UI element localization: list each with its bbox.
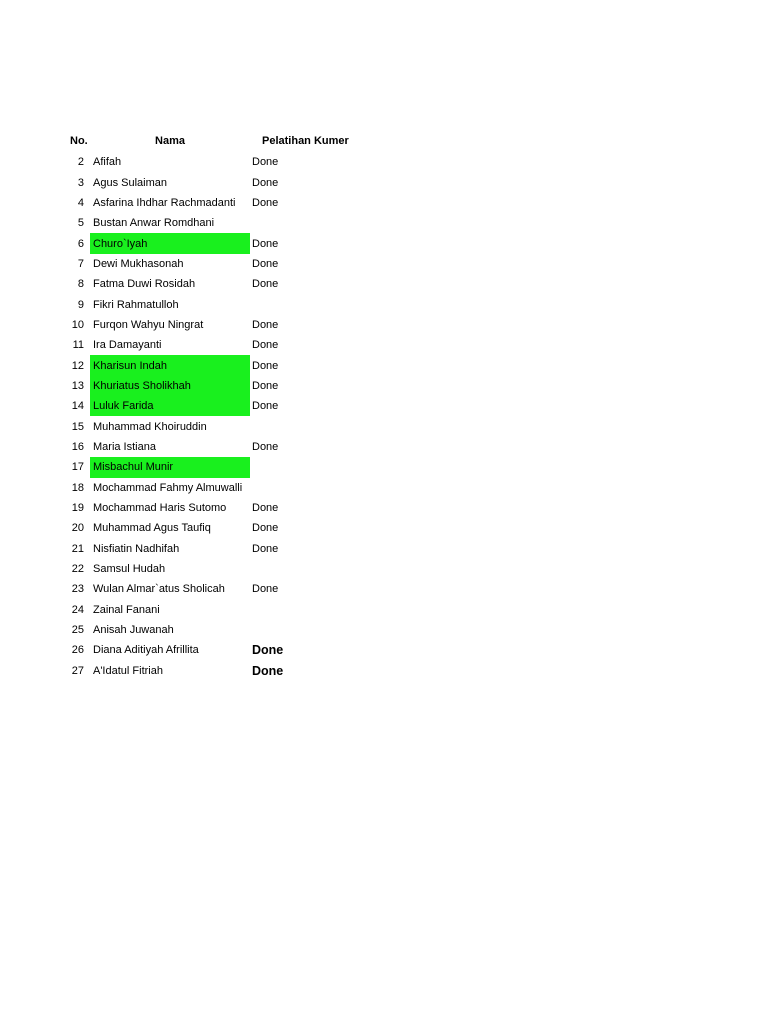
row-number: 12 xyxy=(71,359,84,372)
status-cell: Done xyxy=(252,359,279,372)
name-cell: Muhammad Khoiruddin xyxy=(93,420,207,433)
row-number: 27 xyxy=(71,664,84,677)
row-number: 22 xyxy=(71,563,84,576)
table-row xyxy=(62,315,382,335)
status-cell: Done xyxy=(252,278,279,291)
row-number: 24 xyxy=(71,603,84,616)
table-row xyxy=(62,437,382,457)
table-row xyxy=(62,600,382,620)
table-row xyxy=(62,518,382,538)
header-no: No. xyxy=(70,135,88,147)
table-row xyxy=(62,193,382,213)
table-row xyxy=(62,213,382,233)
row-number: 23 xyxy=(71,583,84,596)
name-cell: A'Idatul Fitriah xyxy=(93,664,163,677)
table-row xyxy=(62,172,382,192)
name-cell: Bustan Anwar Romdhani xyxy=(93,217,215,230)
name-cell: Agus Sulaiman xyxy=(93,176,167,189)
row-number: 9 xyxy=(77,298,84,311)
name-cell: Muhammad Agus Taufiq xyxy=(93,522,211,535)
status-cell: Done xyxy=(252,522,279,535)
table-row xyxy=(62,254,382,274)
table-row xyxy=(62,478,382,498)
name-cell: Furqon Wahyu Ningrat xyxy=(93,318,204,331)
spreadsheet-table xyxy=(62,130,382,681)
table-row xyxy=(62,457,382,477)
row-number: 10 xyxy=(71,318,84,331)
table-row xyxy=(62,661,382,681)
status-cell: Done xyxy=(252,400,279,413)
table-row xyxy=(62,539,382,559)
row-number: 20 xyxy=(71,522,84,535)
name-cell-highlighted: Kharisun Indah xyxy=(90,355,250,375)
name-cell: Diana Aditiyah Afrillita xyxy=(93,644,199,657)
header-row xyxy=(62,130,382,152)
status-cell: Done xyxy=(252,542,279,555)
status-cell: Done xyxy=(252,339,279,352)
name-cell: Fatma Duwi Rosidah xyxy=(93,278,196,291)
name-cell: Zainal Fanani xyxy=(93,603,160,616)
name-cell: Mochammad Haris Sutomo xyxy=(93,502,227,515)
status-cell: Done xyxy=(252,643,284,658)
name-cell: Fikri Rahmatulloh xyxy=(93,298,179,311)
table-body xyxy=(62,152,382,681)
status-cell: Done xyxy=(252,196,279,209)
row-number: 18 xyxy=(71,481,84,494)
row-number: 8 xyxy=(77,278,84,291)
name-cell: Samsul Hudah xyxy=(93,563,166,576)
status-cell: Done xyxy=(252,318,279,331)
status-cell: Done xyxy=(252,156,279,169)
table-row xyxy=(62,579,382,599)
table-row xyxy=(62,274,382,294)
row-number: 3 xyxy=(77,176,84,189)
table-row xyxy=(62,294,382,314)
name-cell-highlighted: Misbachul Munir xyxy=(90,457,250,477)
status-cell: Done xyxy=(252,176,279,189)
table-row xyxy=(62,152,382,172)
status-cell: Done xyxy=(252,379,279,392)
table-row xyxy=(62,355,382,375)
row-number: 25 xyxy=(71,624,84,637)
name-cell: Ira Damayanti xyxy=(93,339,162,352)
status-cell: Done xyxy=(252,440,279,453)
name-cell-highlighted: Churo`Iyah xyxy=(90,233,250,253)
table-row xyxy=(62,620,382,640)
table-row xyxy=(62,416,382,436)
status-cell: Done xyxy=(252,257,279,270)
status-cell: Done xyxy=(252,663,284,678)
row-number: 21 xyxy=(71,542,84,555)
table-row xyxy=(62,376,382,396)
row-number: 17 xyxy=(71,461,84,474)
row-number: 13 xyxy=(71,379,84,392)
name-cell: Afifah xyxy=(93,156,122,169)
name-cell: Mochammad Fahmy Almuwalli xyxy=(93,481,243,494)
name-cell-highlighted: Luluk Farida xyxy=(90,396,250,416)
row-number: 7 xyxy=(77,257,84,270)
header-nama: Nama xyxy=(155,135,185,147)
row-number: 16 xyxy=(71,440,84,453)
row-number: 26 xyxy=(71,644,84,657)
table-row xyxy=(62,559,382,579)
name-cell: Nisfiatin Nadhifah xyxy=(93,542,180,555)
row-number: 14 xyxy=(71,400,84,413)
status-cell: Done xyxy=(252,583,279,596)
row-number: 11 xyxy=(72,339,84,352)
name-cell: Maria Istiana xyxy=(93,440,156,453)
table-row xyxy=(62,335,382,355)
table-row xyxy=(62,396,382,416)
table-row xyxy=(62,233,382,253)
name-cell: Anisah Juwanah xyxy=(93,624,174,637)
row-number: 4 xyxy=(77,196,84,209)
row-number: 19 xyxy=(71,502,84,515)
table-row xyxy=(62,640,382,660)
table-row xyxy=(62,498,382,518)
header-pelatihan: Pelatihan Kumer xyxy=(262,135,349,147)
name-cell: Dewi Mukhasonah xyxy=(93,257,184,270)
name-cell-highlighted: Khuriatus Sholikhah xyxy=(90,376,250,396)
status-cell: Done xyxy=(252,502,279,515)
row-number: 15 xyxy=(71,420,84,433)
row-number: 6 xyxy=(77,237,84,250)
row-number: 5 xyxy=(77,217,84,230)
row-number: 2 xyxy=(77,156,84,169)
name-cell: Asfarina Ihdhar Rachmadanti xyxy=(93,196,236,209)
name-cell: Wulan Almar`atus Sholicah xyxy=(93,583,225,596)
status-cell: Done xyxy=(252,237,279,250)
